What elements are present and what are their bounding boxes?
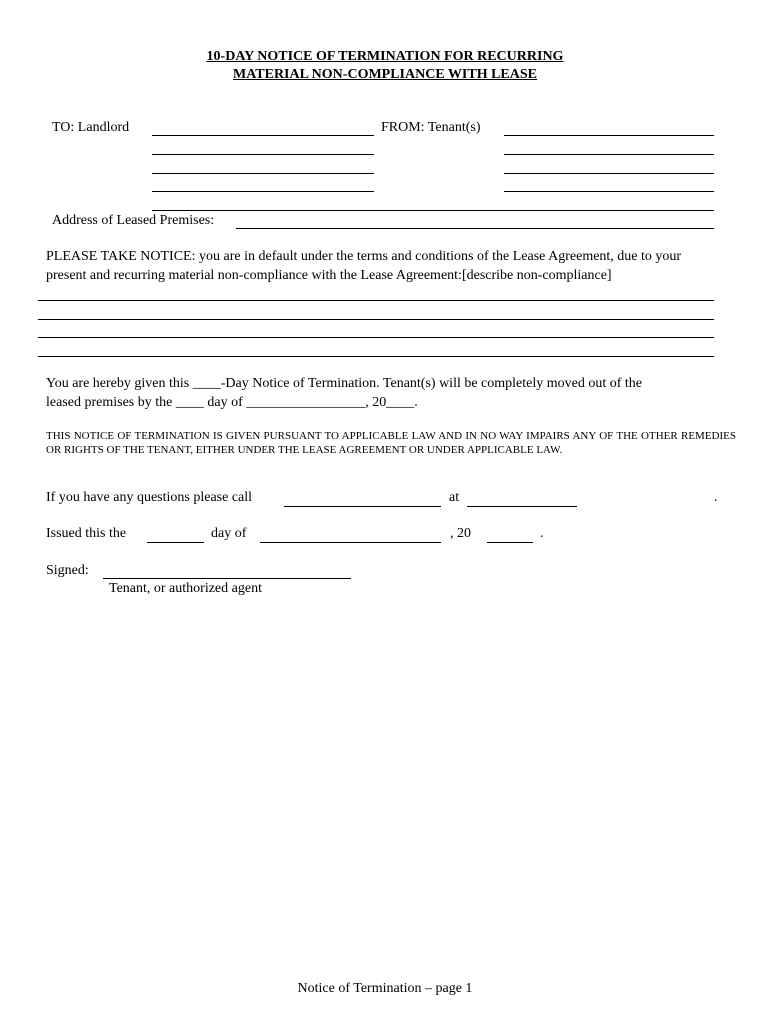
from-tenant-label: FROM: Tenant(s) [381, 120, 481, 135]
issued-period: . [540, 526, 544, 541]
issued-label: Issued this the [46, 526, 127, 541]
notice-paragraph: PLEASE TAKE NOTICE: you are in default under the terms and conditions of the Lease Agreement, due to your present and recurring material non-compliance with the Lease Agreement:[describe non-compliance] [46, 249, 682, 283]
landlord-name-field-4[interactable] [152, 173, 374, 192]
tenant-name-field-2[interactable] [504, 136, 714, 155]
questions-label: If you have any questions please call [46, 490, 253, 505]
termination-line-1: You are hereby given this ____-Day Notice of Termination. Tenant(s) will be completely moved out of the [46, 376, 643, 391]
landlord-name-field-2[interactable] [152, 136, 374, 155]
tenant-name-field-1[interactable] [504, 117, 714, 136]
non-compliance-line-1[interactable] [38, 282, 714, 301]
questions-period: . [714, 490, 718, 505]
issued-day-field[interactable] [147, 524, 204, 543]
signature-field[interactable] [103, 560, 351, 579]
termination-line-2: leased premises by the ____ day of _________________, 20____. [46, 395, 418, 410]
tenant-name-field-4[interactable] [504, 173, 714, 192]
non-compliance-line-4[interactable] [38, 338, 714, 357]
non-compliance-line-2[interactable] [38, 301, 714, 320]
page-footer: Notice of Termination – page 1 [297, 981, 473, 996]
landlord-name-field-1[interactable] [152, 117, 374, 136]
document-title-line-1: 10-DAY NOTICE OF TERMINATION FOR RECURRING [206, 49, 564, 64]
issued-month-field[interactable] [260, 524, 441, 543]
to-landlord-label: TO: Landlord [52, 120, 130, 135]
at-label: at [449, 490, 460, 505]
non-compliance-line-3[interactable] [38, 319, 714, 338]
address-field-line-1[interactable] [152, 192, 714, 211]
day-of-label: day of [211, 526, 247, 541]
address-label: Address of Leased Premises: [52, 213, 215, 228]
issued-year-field[interactable] [487, 524, 533, 543]
legal-notice: THIS NOTICE OF TERMINATION IS GIVEN PURSUANT TO APPLICABLE LAW AND IN NO WAY IMPAIRS ANY OF THE OTHER REMEDIES OR RIGHTS OF THE TENANT, EITHER UNDER THE LEASE AGREEMENT OR UNDER APPLICABLE LAW. [46, 430, 736, 456]
signed-label: Signed: [46, 563, 89, 578]
contact-phone-field[interactable] [467, 488, 577, 507]
comma-twenty-label: , 20 [450, 526, 471, 541]
signer-caption: Tenant, or authorized agent [109, 581, 262, 596]
contact-name-field[interactable] [284, 488, 441, 507]
tenant-name-field-3[interactable] [504, 155, 714, 174]
document-title-line-2: MATERIAL NON-COMPLIANCE WITH LEASE [232, 67, 538, 82]
address-field-line-2[interactable] [236, 210, 714, 229]
landlord-name-field-3[interactable] [152, 155, 374, 174]
